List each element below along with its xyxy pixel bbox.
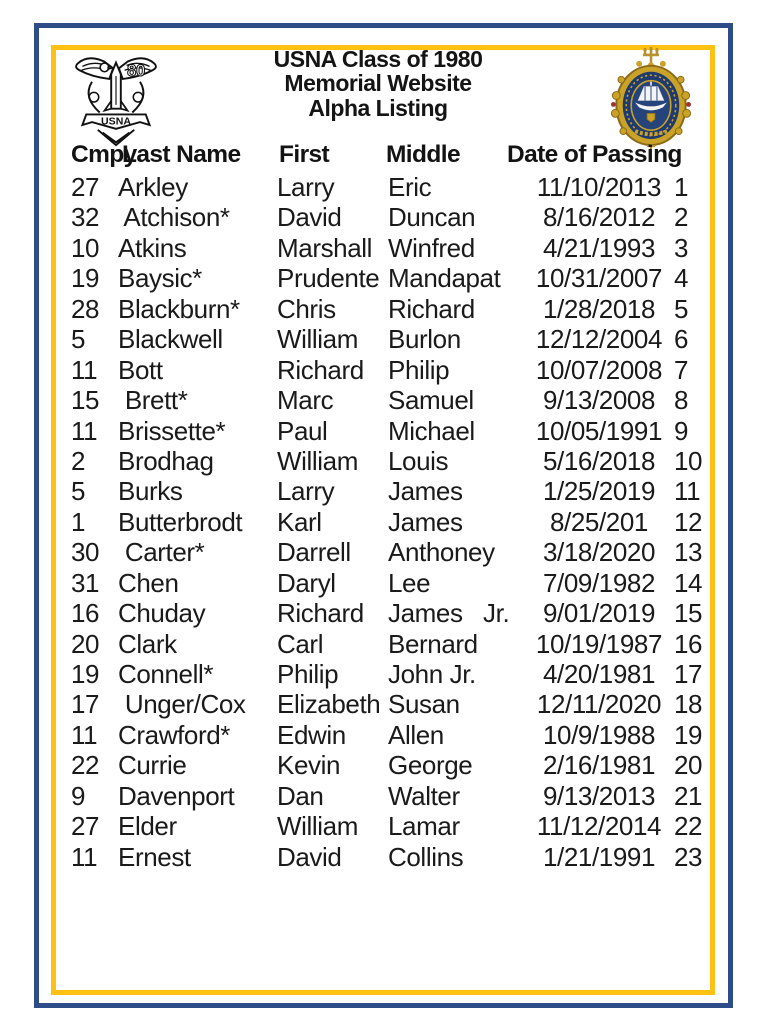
middle-name-cell: Anthoney <box>388 537 495 568</box>
row-number-cell: 14 <box>674 567 703 598</box>
usna-seal-icon <box>601 46 701 150</box>
company-cell: 20 <box>71 628 100 659</box>
first-name-cell: Paul <box>277 415 328 446</box>
company-cell: 27 <box>71 172 100 202</box>
date-cell: 8/16/2012 <box>542 202 656 233</box>
row-number-cell: 6 <box>674 324 689 355</box>
company-cell: 30 <box>71 537 100 568</box>
middle-name-cell: George <box>388 750 473 781</box>
page-title <box>178 47 578 120</box>
date-cell: 1/21/1991 <box>542 841 656 872</box>
date-cell: 8/25/201 <box>549 506 648 537</box>
table-row <box>0 507 768 537</box>
middle-name-cell: James Jr. <box>388 598 510 629</box>
last-name-cell: Chuday <box>118 598 206 629</box>
middle-name-cell: Allen <box>388 719 444 750</box>
last-name-cell: Crawford* <box>118 719 230 750</box>
middle-name-cell: Duncan <box>388 202 476 233</box>
first-name-cell: Prudente <box>277 263 380 294</box>
first-name-cell: Daryl <box>277 567 336 598</box>
middle-name-cell: James <box>388 506 463 537</box>
table-row <box>0 324 768 354</box>
table-row <box>0 263 768 293</box>
first-name-cell: David <box>277 202 342 233</box>
row-number-cell: 16 <box>674 628 703 659</box>
middle-name-cell: Lee <box>388 567 431 598</box>
first-name-cell: Elizabeth <box>277 689 381 720</box>
table-row <box>0 689 768 719</box>
date-cell: 10/31/2007 <box>535 263 663 294</box>
middle-name-cell: Richard <box>388 293 475 324</box>
first-name-cell: William <box>277 324 358 355</box>
company-cell: 2 <box>71 445 86 476</box>
first-name-cell: Richard <box>277 598 364 629</box>
table-row <box>0 811 768 841</box>
company-cell: 15 <box>71 385 100 416</box>
company-cell: 11 <box>71 841 98 872</box>
row-number-cell: 11 <box>674 476 701 507</box>
row-number-cell: 9 <box>674 415 689 446</box>
class-of-1980-crest-icon <box>72 53 160 149</box>
first-name-cell: David <box>277 841 342 872</box>
last-name-cell: Connell* <box>118 659 214 689</box>
table-row <box>0 294 768 324</box>
last-name-cell: Currie <box>118 750 187 781</box>
company-cell: 16 <box>71 598 100 629</box>
row-number-cell: 20 <box>674 750 703 781</box>
row-number-cell: 1 <box>674 172 689 202</box>
table-row <box>0 537 768 567</box>
table-row <box>0 781 768 811</box>
row-number-cell: 19 <box>674 719 703 750</box>
last-name-cell: Unger/Cox <box>118 689 246 720</box>
company-cell: 10 <box>71 232 100 263</box>
middle-name-cell: Lamar <box>388 811 460 842</box>
table-row <box>0 476 768 506</box>
first-name-cell: Marshall <box>277 232 373 263</box>
table-row <box>0 385 768 415</box>
first-name-cell: Dan <box>277 780 324 811</box>
last-name-cell: Arkley <box>118 172 188 202</box>
table-row <box>0 750 768 780</box>
table-row <box>0 233 768 263</box>
table-rows <box>0 172 768 872</box>
last-name-cell: Carter* <box>118 537 205 568</box>
date-cell: 7/09/1982 <box>542 567 656 598</box>
date-cell: 4/21/1993 <box>542 232 656 263</box>
date-cell: 12/12/2004 <box>535 324 663 355</box>
table-row <box>0 202 768 232</box>
date-cell: 3/18/2020 <box>542 537 656 568</box>
middle-name-cell: Louis <box>388 445 449 476</box>
company-cell: 11 <box>71 415 98 446</box>
date-cell: 11/12/2014 <box>536 811 662 842</box>
last-name-cell: Brett* <box>118 385 188 416</box>
company-cell: 9 <box>71 780 86 811</box>
middle-name-cell: Samuel <box>388 385 474 416</box>
first-name-cell: Larry <box>277 172 335 202</box>
last-name-cell: Bott <box>118 354 163 385</box>
last-name-cell: Clark <box>118 628 177 659</box>
date-cell: 10/19/1987 <box>535 628 663 659</box>
company-cell: 11 <box>71 719 98 750</box>
date-cell: 10/07/2008 <box>535 354 663 385</box>
company-cell: 19 <box>71 263 100 294</box>
middle-name-cell: Burlon <box>388 324 461 355</box>
row-number-cell: 18 <box>674 689 703 720</box>
company-cell: 22 <box>71 750 100 781</box>
first-name-cell: Larry <box>277 476 335 507</box>
company-cell: 17 <box>71 689 100 720</box>
company-cell: 28 <box>71 293 100 324</box>
middle-name-cell: Mandapat <box>388 263 501 294</box>
table-row <box>0 629 768 659</box>
last-name-cell: Ernest <box>118 841 191 872</box>
last-name-cell: Atchison* <box>118 202 230 233</box>
date-cell: 9/13/2008 <box>542 385 656 416</box>
first-name-cell: William <box>277 445 358 476</box>
date-cell: 1/28/2018 <box>542 293 656 324</box>
class-number-text: 80 <box>127 62 146 81</box>
company-cell: 19 <box>71 659 100 689</box>
first-name-cell: William <box>277 811 358 842</box>
table-row <box>0 172 768 202</box>
first-name-cell: Marc <box>277 385 334 416</box>
row-number-cell: 17 <box>674 659 703 689</box>
table-row <box>0 598 768 628</box>
middle-name-cell: Walter <box>388 780 460 811</box>
date-cell: 9/01/2019 <box>542 598 656 629</box>
last-name-cell: Chen <box>118 567 179 598</box>
company-cell: 32 <box>71 202 100 233</box>
middle-name-cell: Collins <box>388 841 464 872</box>
first-name-cell: Richard <box>277 354 364 385</box>
usna-banner-text: USNA <box>101 115 131 128</box>
first-name-cell: Karl <box>277 506 322 537</box>
row-number-cell: 22 <box>674 811 703 842</box>
column-header-last-name: Last Name <box>122 141 241 168</box>
company-cell: 31 <box>71 567 100 598</box>
last-name-cell: Blackburn* <box>118 293 240 324</box>
company-cell: 5 <box>71 324 86 355</box>
column-header-middle: Middle <box>386 141 460 168</box>
column-header-cmpy: Cmpy <box>71 141 137 168</box>
row-number-cell: 12 <box>674 506 703 537</box>
last-name-cell: Butterbrodt <box>118 506 243 537</box>
table-row <box>0 842 768 872</box>
middle-name-cell: Bernard <box>388 628 478 659</box>
last-name-cell: Atkins <box>118 232 187 263</box>
company-cell: 5 <box>71 476 86 507</box>
first-name-cell: Philip <box>277 659 339 689</box>
last-name-cell: Blackwell <box>118 324 223 355</box>
middle-name-cell: Philip <box>388 354 450 385</box>
last-name-cell: Elder <box>118 811 177 842</box>
date-cell: 10/05/1991 <box>535 415 663 446</box>
last-name-cell: Brissette* <box>118 415 226 446</box>
row-number-cell: 5 <box>674 293 689 324</box>
last-name-cell: Baysic* <box>118 263 202 294</box>
title-line-3: Alpha Listing <box>308 94 448 121</box>
first-name-cell: Kevin <box>277 750 341 781</box>
column-header-date-of-passing: Date of Passing <box>507 141 682 168</box>
date-cell: 2/16/1981 <box>542 750 656 781</box>
date-cell: 10/9/1988 <box>542 719 656 750</box>
date-cell: 5/16/2018 <box>542 445 656 476</box>
date-cell: 1/25/2019 <box>542 476 656 507</box>
row-number-cell: 8 <box>674 385 689 416</box>
row-number-cell: 10 <box>674 445 703 476</box>
company-cell: 11 <box>71 354 98 385</box>
row-number-cell: 21 <box>674 780 703 811</box>
middle-name-cell: Eric <box>388 172 432 202</box>
middle-name-cell: John Jr. <box>388 659 476 689</box>
middle-name-cell: Winfred <box>388 232 475 263</box>
table-row <box>0 355 768 385</box>
table-row <box>0 446 768 476</box>
date-cell: 12/11/2020 <box>536 689 662 720</box>
last-name-cell: Davenport <box>118 780 235 811</box>
first-name-cell: Edwin <box>277 719 346 750</box>
first-name-cell: Darrell <box>277 537 351 568</box>
table-row <box>0 720 768 750</box>
row-number-cell: 15 <box>674 598 703 629</box>
first-name-cell: Chris <box>277 293 336 324</box>
row-number-cell: 23 <box>674 841 703 872</box>
first-name-cell: Carl <box>277 628 324 659</box>
row-number-cell: 4 <box>674 263 689 294</box>
table-row <box>0 416 768 446</box>
row-number-cell: 7 <box>674 354 689 385</box>
table-row <box>0 568 768 598</box>
row-number-cell: 3 <box>674 232 689 263</box>
date-cell: 9/13/2013 <box>542 780 656 811</box>
last-name-cell: Brodhag <box>118 445 214 476</box>
title-line-2: Memorial Website <box>284 70 472 97</box>
table-row <box>0 659 768 689</box>
date-cell: 4/20/1981 <box>542 659 656 689</box>
middle-name-cell: James <box>388 476 463 507</box>
column-header-first: First <box>279 141 330 168</box>
last-name-cell: Burks <box>118 476 183 507</box>
company-cell: 1 <box>71 506 86 537</box>
middle-name-cell: Susan <box>388 689 460 720</box>
row-number-cell: 2 <box>674 202 689 233</box>
company-cell: 27 <box>71 811 100 842</box>
date-cell: 11/10/2013 <box>536 172 662 202</box>
middle-name-cell: Michael <box>388 415 475 446</box>
title-line-1: USNA Class of 1980 <box>273 46 483 72</box>
row-number-cell: 13 <box>674 537 703 568</box>
